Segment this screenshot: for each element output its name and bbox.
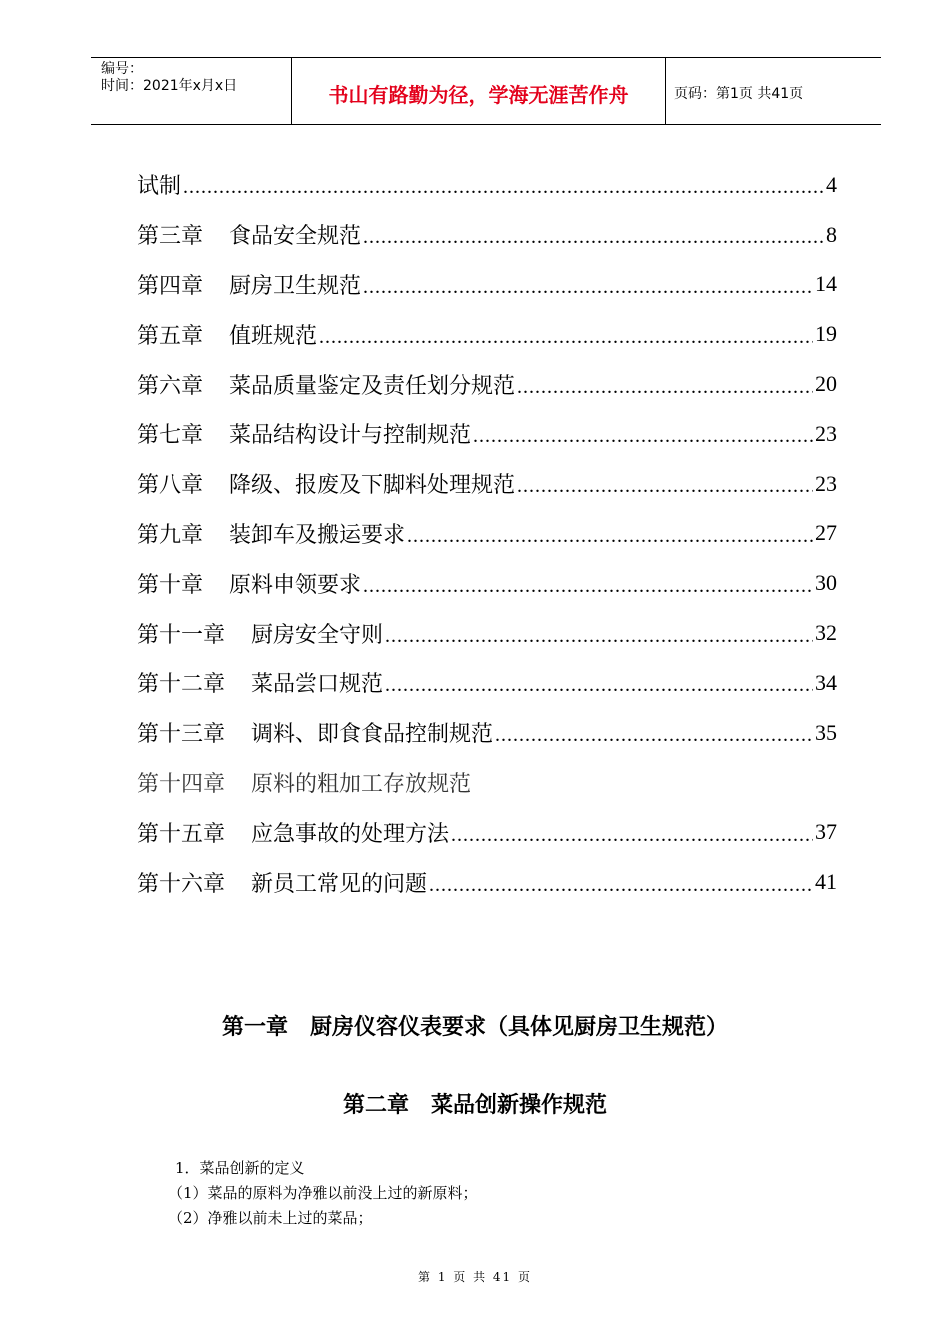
toc-chapter-title: 菜品质量鉴定及责任划分规范 — [229, 373, 516, 399]
toc-chapter-number: 第十二章 — [137, 672, 226, 698]
toc-page-number: 35 — [815, 719, 837, 745]
toc-entry[interactable] — [137, 210, 837, 260]
toc-chapter-title: 菜品尝口规范 — [251, 672, 384, 698]
header-meta — [91, 58, 292, 124]
toc-chapter-title: 原料的粗加工存放规范 — [251, 771, 472, 797]
table-of-contents — [137, 160, 837, 907]
toc-leader-dots — [517, 469, 813, 498]
header-page-info: 页码：第1页 共41页 — [674, 86, 804, 102]
toc-chapter-title: 厨房安全守则 — [251, 622, 384, 648]
toc-chapter-number: 第十章 — [137, 572, 204, 598]
time-label: 时间：2021年x月x日 — [101, 78, 238, 94]
chapter-2-heading: 第二章 菜品创新操作规范 — [342, 1093, 607, 1118]
toc-chapter-number: 试制 — [137, 174, 182, 200]
toc-leader-dots — [495, 718, 813, 747]
toc-page-number: 32 — [815, 620, 837, 646]
toc-leader-dots — [451, 818, 813, 847]
toc-leader-dots — [517, 370, 813, 399]
toc-chapter-number: 第八章 — [137, 473, 204, 499]
toc-entry[interactable] — [137, 309, 837, 359]
toc-page-number: 23 — [815, 470, 837, 496]
toc-chapter-title: 降级、报废及下脚料处理规范 — [229, 473, 516, 499]
document-header — [91, 57, 881, 125]
toc-entry[interactable] — [137, 160, 837, 210]
toc-chapter-number: 第十五章 — [137, 821, 226, 847]
toc-entry[interactable] — [137, 608, 837, 658]
toc-chapter-title: 调料、即食食品控制规范 — [251, 722, 494, 748]
toc-leader-dots — [385, 668, 813, 697]
toc-entry[interactable] — [137, 459, 837, 509]
toc-entry[interactable] — [137, 409, 837, 459]
toc-leader-dots — [319, 320, 813, 349]
toc-chapter-number: 第九章 — [137, 522, 204, 548]
toc-entry[interactable] — [137, 558, 837, 608]
toc-leader-dots — [363, 270, 813, 299]
toc-chapter-title: 应急事故的处理方法 — [251, 821, 450, 847]
toc-leader-dots — [363, 569, 813, 598]
toc-leader-dots — [473, 419, 813, 448]
toc-page-number: 14 — [815, 271, 837, 297]
toc-entry[interactable] — [137, 509, 837, 559]
toc-chapter-title: 食品安全规范 — [229, 224, 362, 250]
toc-entry[interactable] — [137, 807, 837, 857]
toc-page-number: 27 — [815, 520, 837, 546]
toc-chapter-title: 新员工常见的问题 — [251, 871, 428, 897]
toc-page-number: 34 — [815, 669, 837, 695]
toc-entry[interactable] — [137, 758, 837, 808]
toc-chapter-number: 第四章 — [137, 273, 204, 299]
toc-chapter-title: 值班规范 — [229, 323, 318, 349]
toc-chapter-number: 第十六章 — [137, 871, 226, 897]
definition-heading: 1．菜品创新的定义 — [175, 1159, 305, 1177]
toc-chapter-title: 厨房卫生规范 — [229, 273, 362, 299]
toc-entry[interactable] — [137, 658, 837, 708]
toc-leader-dots — [385, 619, 813, 648]
toc-entry[interactable] — [137, 359, 837, 409]
toc-leader-dots — [429, 868, 813, 897]
page-footer: 第 1 页 共 41 页 — [418, 1270, 532, 1284]
toc-page-number: 4 — [826, 171, 837, 197]
toc-entry[interactable] — [137, 857, 837, 907]
definition-item-2: （2）净雅以前未上过的菜品； — [168, 1209, 373, 1227]
toc-chapter-number: 第七章 — [137, 423, 204, 449]
toc-page-number: 30 — [815, 570, 837, 596]
toc-chapter-number: 第五章 — [137, 323, 204, 349]
toc-page-number: 41 — [815, 869, 837, 895]
toc-chapter-title: 装卸车及搬运要求 — [229, 522, 406, 548]
toc-page-number: 23 — [815, 420, 837, 446]
toc-chapter-title: 菜品结构设计与控制规范 — [229, 423, 472, 449]
toc-chapter-number: 第十四章 — [137, 771, 226, 797]
toc-page-number: 37 — [815, 819, 837, 845]
toc-leader-dots — [363, 220, 824, 249]
chapter-1-heading: 第一章 厨房仪容仪表要求（具体见厨房卫生规范） — [221, 1015, 728, 1040]
header-motto: 书山有路勤为径，学海无涯苦作舟 — [292, 58, 666, 124]
toc-page-number: 8 — [826, 221, 837, 247]
toc-chapter-number: 第十一章 — [137, 622, 226, 648]
toc-entry[interactable] — [137, 260, 837, 310]
toc-chapter-number: 第十三章 — [137, 722, 226, 748]
toc-chapter-number: 第三章 — [137, 224, 204, 250]
toc-leader-dots — [407, 519, 813, 548]
toc-entry[interactable] — [137, 708, 837, 758]
number-label: 编号： — [101, 61, 143, 77]
toc-page-number: 20 — [815, 371, 837, 397]
body-text — [168, 1156, 478, 1231]
toc-leader-dots — [183, 170, 824, 199]
toc-page-number: 19 — [815, 321, 837, 347]
toc-chapter-number: 第六章 — [137, 373, 204, 399]
toc-chapter-title: 原料申领要求 — [229, 572, 362, 598]
definition-item-1: （1）菜品的原料为净雅以前没上过的新原料； — [168, 1184, 478, 1202]
